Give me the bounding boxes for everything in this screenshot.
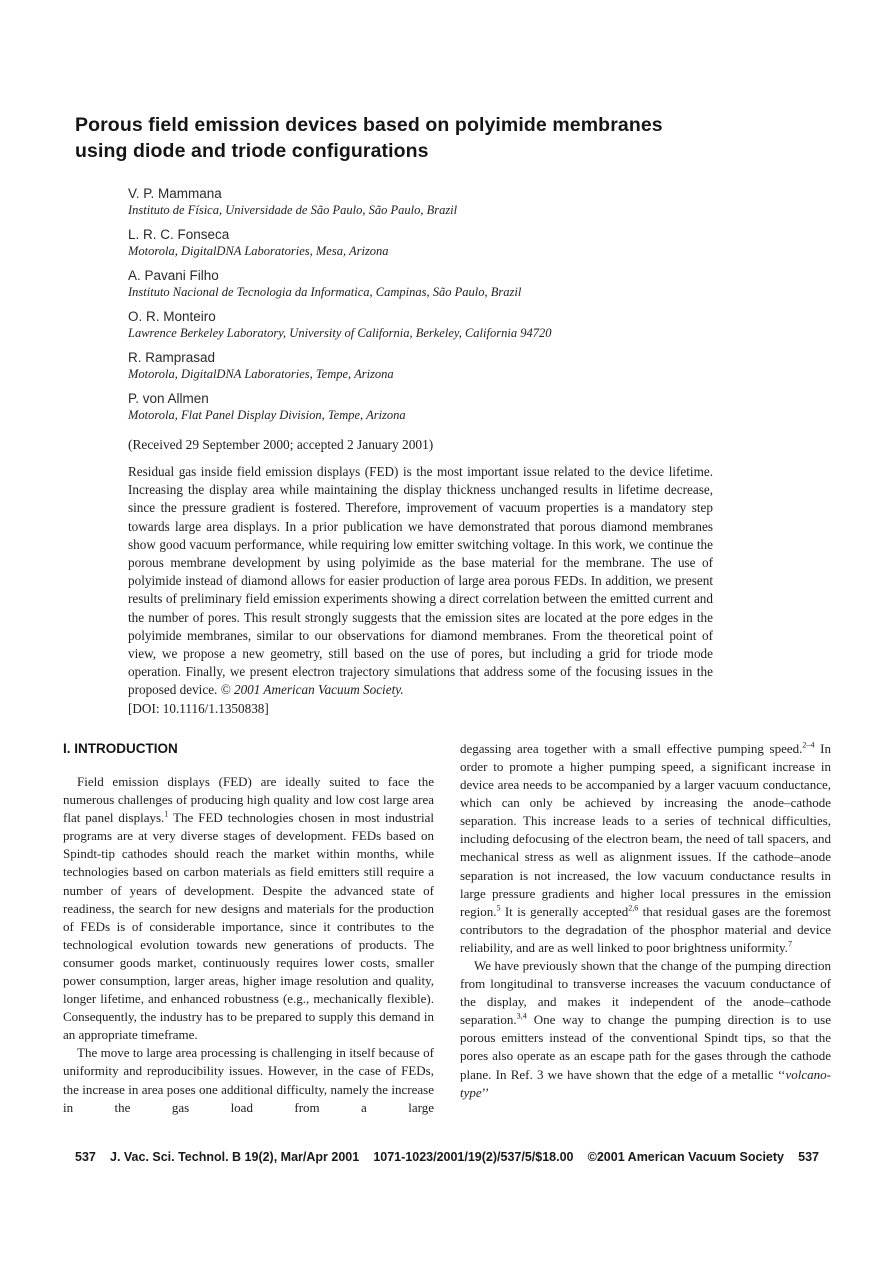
author-name: A. Pavani Filho [128,268,219,283]
author-name: R. Ramprasad [128,350,216,365]
author-name: O. R. Monteiro [128,309,216,324]
footer-issn-price: 1071-1023/2001/19(2)/537/5/$18.00 [373,1150,574,1164]
two-column-body [63,740,831,1117]
footer-page-number-right: 537 [798,1150,819,1164]
intro-paragraph-1: Field emission displays (FED) are ideally suited to face the numerous challenges of producing high quality and low cost large area flat panel displays.$^1$ The FED technologies chosen in most industrial programs are at very diverse stages of development. FEDs based on Spindt-tip cathodes should reach the market within months, while technologies based on carbon materials as field emitters still require a number of years of development. Despite the advanced state of readiness, the search for new designs and materials for the production of FEDs is of considerable importance, since it contributes to the technological evolution towards new generations of products. The consumer goods market, continuously requires lower costs, smaller power consumption, larger areas, higher image resolution and quality, longer lifetime, and enhanced robustness (e.g., mechanically flexible). Consequently, the industry has to be prepared to supply this demand in an appropriate timeframe. [63,773,434,1043]
author-block [128,309,831,341]
left-column [63,740,434,1117]
paper-title [75,112,831,164]
page-footer [75,1150,819,1164]
footer-copyright: ©2001 American Vacuum Society [587,1150,784,1164]
author-affiliation: Motorola, DigitalDNA Laboratories, Tempe, Arizona [128,367,394,381]
author-block [128,227,831,259]
intro-paragraph-2: The move to large area processing is challenging in itself because of uniformity and reproducibility issues. However, in the case of FEDs, the increase in area poses one additional difficulty, namely the increase in the gas load from a large [63,1045,434,1115]
author-block [128,186,831,218]
author-affiliation: Lawrence Berkeley Laboratory, University of California, Berkeley, California 94720 [128,326,552,340]
author-list [128,186,831,423]
author-affiliation: Motorola, Flat Panel Display Division, Tempe, Arizona [128,408,406,422]
author-affiliation: Instituto de Física, Universidade de São Paulo, São Paulo, Brazil [128,203,458,217]
author-block [128,268,831,300]
author-affiliation: Instituto Nacional de Tecnologia da Informatica, Campinas, São Paulo, Brazil [128,285,522,299]
footer-page-number-left: 537 [75,1150,96,1164]
right-column [460,740,831,1117]
author-name: P. von Allmen [128,391,209,406]
author-affiliation: Motorola, DigitalDNA Laboratories, Mesa, Arizona [128,244,389,258]
abstract-text: Residual gas inside field emission displays (FED) is the most important issue related to the device lifetime. Increasing the display area while maintaining the display thickness unchanged results in lifetime decrease, since the pressure gradient is fostered. Therefore, improvement of vacuum properties is a mandatory step towards large area displays. In a prior publication we have demonstrated that porous diamond membranes show good vacuum performance, while requiring low emitter switching voltage. In this work, we continue the porous membrane development by using polyimide as the base material for the membrane. The use of polyimide instead of diamond allows for easier production of large area porous FEDs. In addition, we present results of preliminary field emission experiments showing a direct correlation between the emitted current and the number of pores. This result strongly suggests that the emission sites are located at the pore edges in the polyimide membranes, similar to our observations for diamond membranes. From the theoretical point of view, we propose a new geometry, still based on the use of pores, but including a grid for triode mode operation. Finally, we present electron trajectory simulations that address some of the focusing issues in the proposed device. © 2001 American Vacuum Society. [128,464,713,698]
paper-title-line1: Porous field emission devices based on polyimide membranes [75,114,663,136]
footer-journal-citation: J. Vac. Sci. Technol. B 19(2), Mar/Apr 2001 [110,1150,360,1164]
author-name: V. P. Mammana [128,186,222,201]
author-block [128,350,831,382]
section-heading-introduction: I. INTRODUCTION [63,740,178,756]
intro-paragraph-2-continued: degassing area together with a small effective pumping speed.$^{2-4}$ In order to promote a higher pumping speed, a significant increase in device area needs to be accompanied by a larger vacuum conductance, which can only be achieved by increasing the anode–cathode separation. This increase leads to a series of technical difficulties, including defocusing of the electron beam, the need of tall spacers, and mechanical stress as well as alignment issues. If the cathode–anode separation is not increased, the low vacuum conductance results in large pressure gradients and higher local pressures in the emission region.$^5$ It is generally accepted$^{2,6}$ that residual gases are the foremost contributors to the degradation of the phosphor material and device reliability, and are as well linked to poor brightness uniformity.$^7$ [460,740,832,955]
received-dates: (Received 29 September 2000; accepted 2 January 2001) [128,437,434,452]
author-block [128,391,831,423]
intro-paragraph-3: We have previously shown that the change of the pumping direction from longitudinal to transverse increases the vacuum conductance of the display, and makes it independent of the anode–cathode separation.$^{3,4}$ One way to change the pumping direction is to use porous emitters instead of the conventional Spindt tips, so that the pores also operate as an escape path for the gases through the cathode plane. In Ref. 3 we have shown that the edge of a metallic ‘‘volcano-type’’ [460,957,831,1100]
paper-title-line2: using diode and triode configurations [75,140,429,162]
doi-line: [DOI: 10.1116/1.1350838] [128,700,269,716]
author-name: L. R. C. Fonseca [128,227,230,242]
